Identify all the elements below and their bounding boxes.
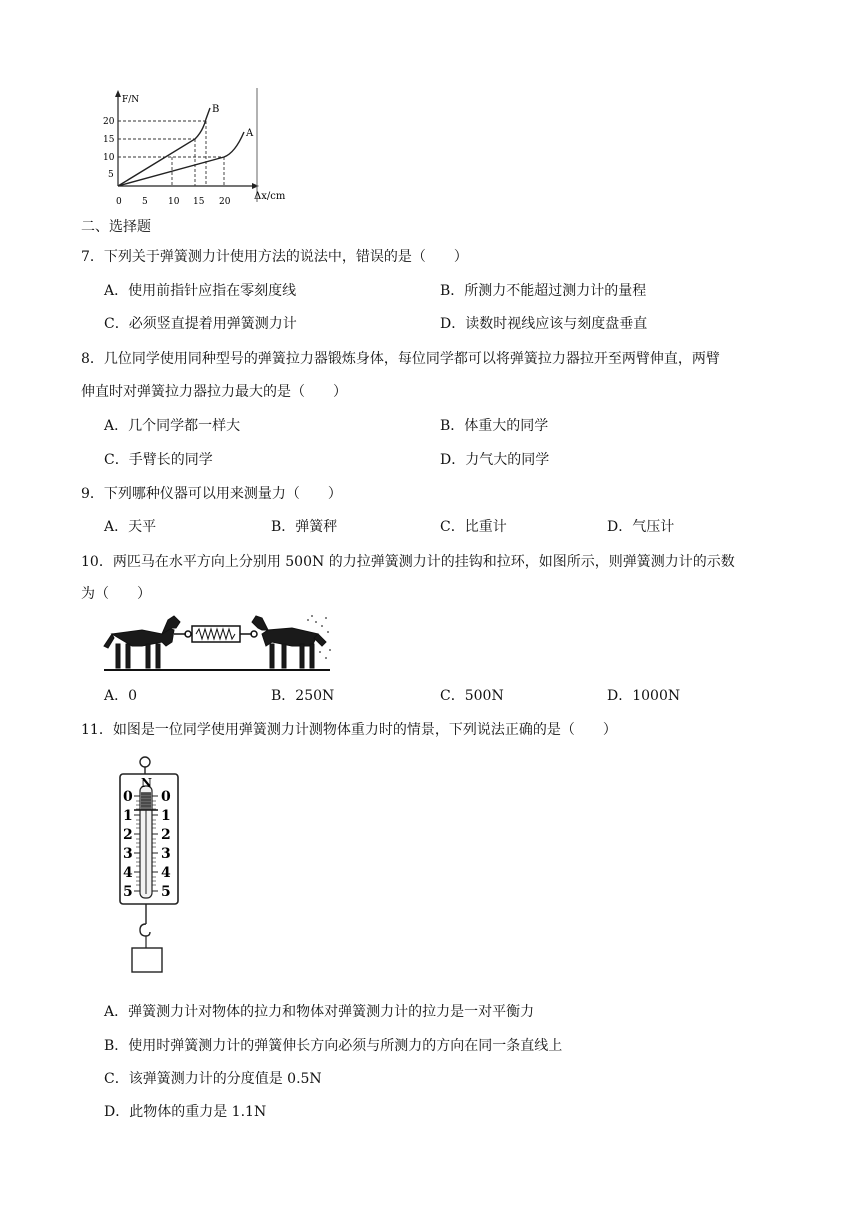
- scale-left-0: 0: [123, 789, 133, 805]
- option-8d[interactable]: D．力气大的同学: [440, 452, 550, 468]
- curve-label-a: A: [246, 128, 254, 139]
- question-10: [81, 552, 735, 572]
- question-number: 10．: [81, 554, 113, 570]
- scale-unit-label: N: [141, 776, 152, 790]
- horses-pulling-figure: [102, 612, 332, 674]
- scale-left-3: 3: [123, 846, 133, 862]
- x-axis-label: Δx/cm: [254, 191, 286, 202]
- option-8b[interactable]: B．体重大的同学: [440, 418, 549, 434]
- option-10d[interactable]: D．1000N: [607, 688, 681, 704]
- x-tick-5: 5: [142, 197, 148, 207]
- option-11a[interactable]: A．弹簧测力计对物体的拉力和物体对弹簧测力计的拉力是一对平衡力: [104, 1004, 535, 1020]
- force-extension-graph: [100, 86, 300, 210]
- question-7: [81, 247, 468, 267]
- y-axis-label: F/N: [122, 95, 140, 105]
- scale-left-4: 4: [123, 865, 133, 881]
- option-11b[interactable]: B．使用时弹簧测力计的弹簧伸长方向必须与所测力的方向在同一条直线上: [104, 1038, 563, 1054]
- option-7b[interactable]: B．所测力不能超过测力计的量程: [440, 283, 647, 299]
- question-text: 几位同学使用同种型号的弹簧拉力器锻炼身体，每位同学都可以将弹簧拉力器拉开至两臂伸直，两臂: [103, 351, 720, 367]
- y-tick-20: 20: [103, 117, 115, 127]
- y-tick-15: 15: [103, 135, 115, 145]
- question-number: 11．: [81, 722, 113, 738]
- question-8: [81, 349, 720, 369]
- option-9b[interactable]: B．弹簧秤: [271, 519, 338, 535]
- option-7a[interactable]: A．使用前指针应指在零刻度线: [104, 283, 297, 299]
- question-number: 7．: [81, 249, 104, 265]
- option-8a[interactable]: A．几个同学都一样大: [104, 418, 241, 434]
- question-number: 9．: [81, 486, 104, 502]
- y-tick-10: 10: [103, 153, 115, 163]
- scale-right-1: 1: [161, 808, 171, 824]
- question-number: 8．: [81, 351, 104, 367]
- option-10a[interactable]: A．0: [104, 688, 138, 704]
- question-text: 下列关于弹簧测力计使用方法的说法中，错误的是（ ）: [103, 249, 468, 265]
- question-text: 两匹马在水平方向上分别用 500N 的力拉弹簧测力计的挂钩和拉环，如图所示，则弹簧测力计的示数: [112, 554, 735, 570]
- weight-block: [132, 948, 162, 972]
- option-7c[interactable]: C．必须竖直提着用弹簧测力计: [104, 316, 297, 332]
- option-10c[interactable]: C．500N: [440, 688, 504, 704]
- spring-scale-figure: [112, 752, 192, 976]
- x-tick-0: 0: [116, 197, 122, 207]
- left-horse: [104, 616, 180, 668]
- scale-left-5: 5: [123, 884, 133, 900]
- x-tick-15: 15: [193, 197, 205, 207]
- option-9a[interactable]: A．天平: [104, 519, 157, 535]
- option-10b[interactable]: B．250N: [271, 688, 335, 704]
- scale-right-5: 5: [161, 884, 171, 900]
- curve-a: [118, 132, 244, 186]
- spring-scale-horizontal: [192, 626, 240, 642]
- scale-right-3: 3: [161, 846, 171, 862]
- question-text: 下列哪种仪器可以用来测量力（ ）: [103, 486, 342, 502]
- x-tick-20: 20: [219, 197, 231, 207]
- scale-right-2: 2: [161, 827, 171, 843]
- question-11: [81, 720, 617, 740]
- option-8c[interactable]: C．手臂长的同学: [104, 452, 213, 468]
- question-text: 如图是一位同学使用弹簧测力计测物体重力时的情景，下列说法正确的是（ ）: [112, 722, 617, 738]
- option-11c[interactable]: C．该弹簧测力计的分度值是 0.5N: [104, 1071, 322, 1087]
- scale-left-2: 2: [123, 827, 133, 843]
- right-horse: [252, 616, 326, 668]
- scale-right-4: 4: [161, 865, 171, 881]
- x-tick-10: 10: [168, 197, 180, 207]
- question-9: [81, 484, 342, 504]
- curve-b: [118, 108, 210, 186]
- option-7d[interactable]: D．读数时视线应该与刻度盘垂直: [440, 316, 648, 332]
- question-10-line-2: 为（ ）: [81, 586, 151, 602]
- curve-label-b: B: [212, 104, 220, 115]
- section-title: 二、选择题: [81, 219, 151, 235]
- scale-right-0: 0: [161, 789, 171, 805]
- option-9d[interactable]: D．气压计: [607, 519, 675, 535]
- scale-left-1: 1: [123, 808, 133, 824]
- question-8-line-2: 伸直时对弹簧拉力器拉力最大的是（ ）: [81, 384, 347, 400]
- option-9c[interactable]: C．比重计: [440, 519, 507, 535]
- y-tick-5: 5: [108, 170, 114, 180]
- option-11d[interactable]: D．此物体的重力是 1.1N: [104, 1104, 267, 1120]
